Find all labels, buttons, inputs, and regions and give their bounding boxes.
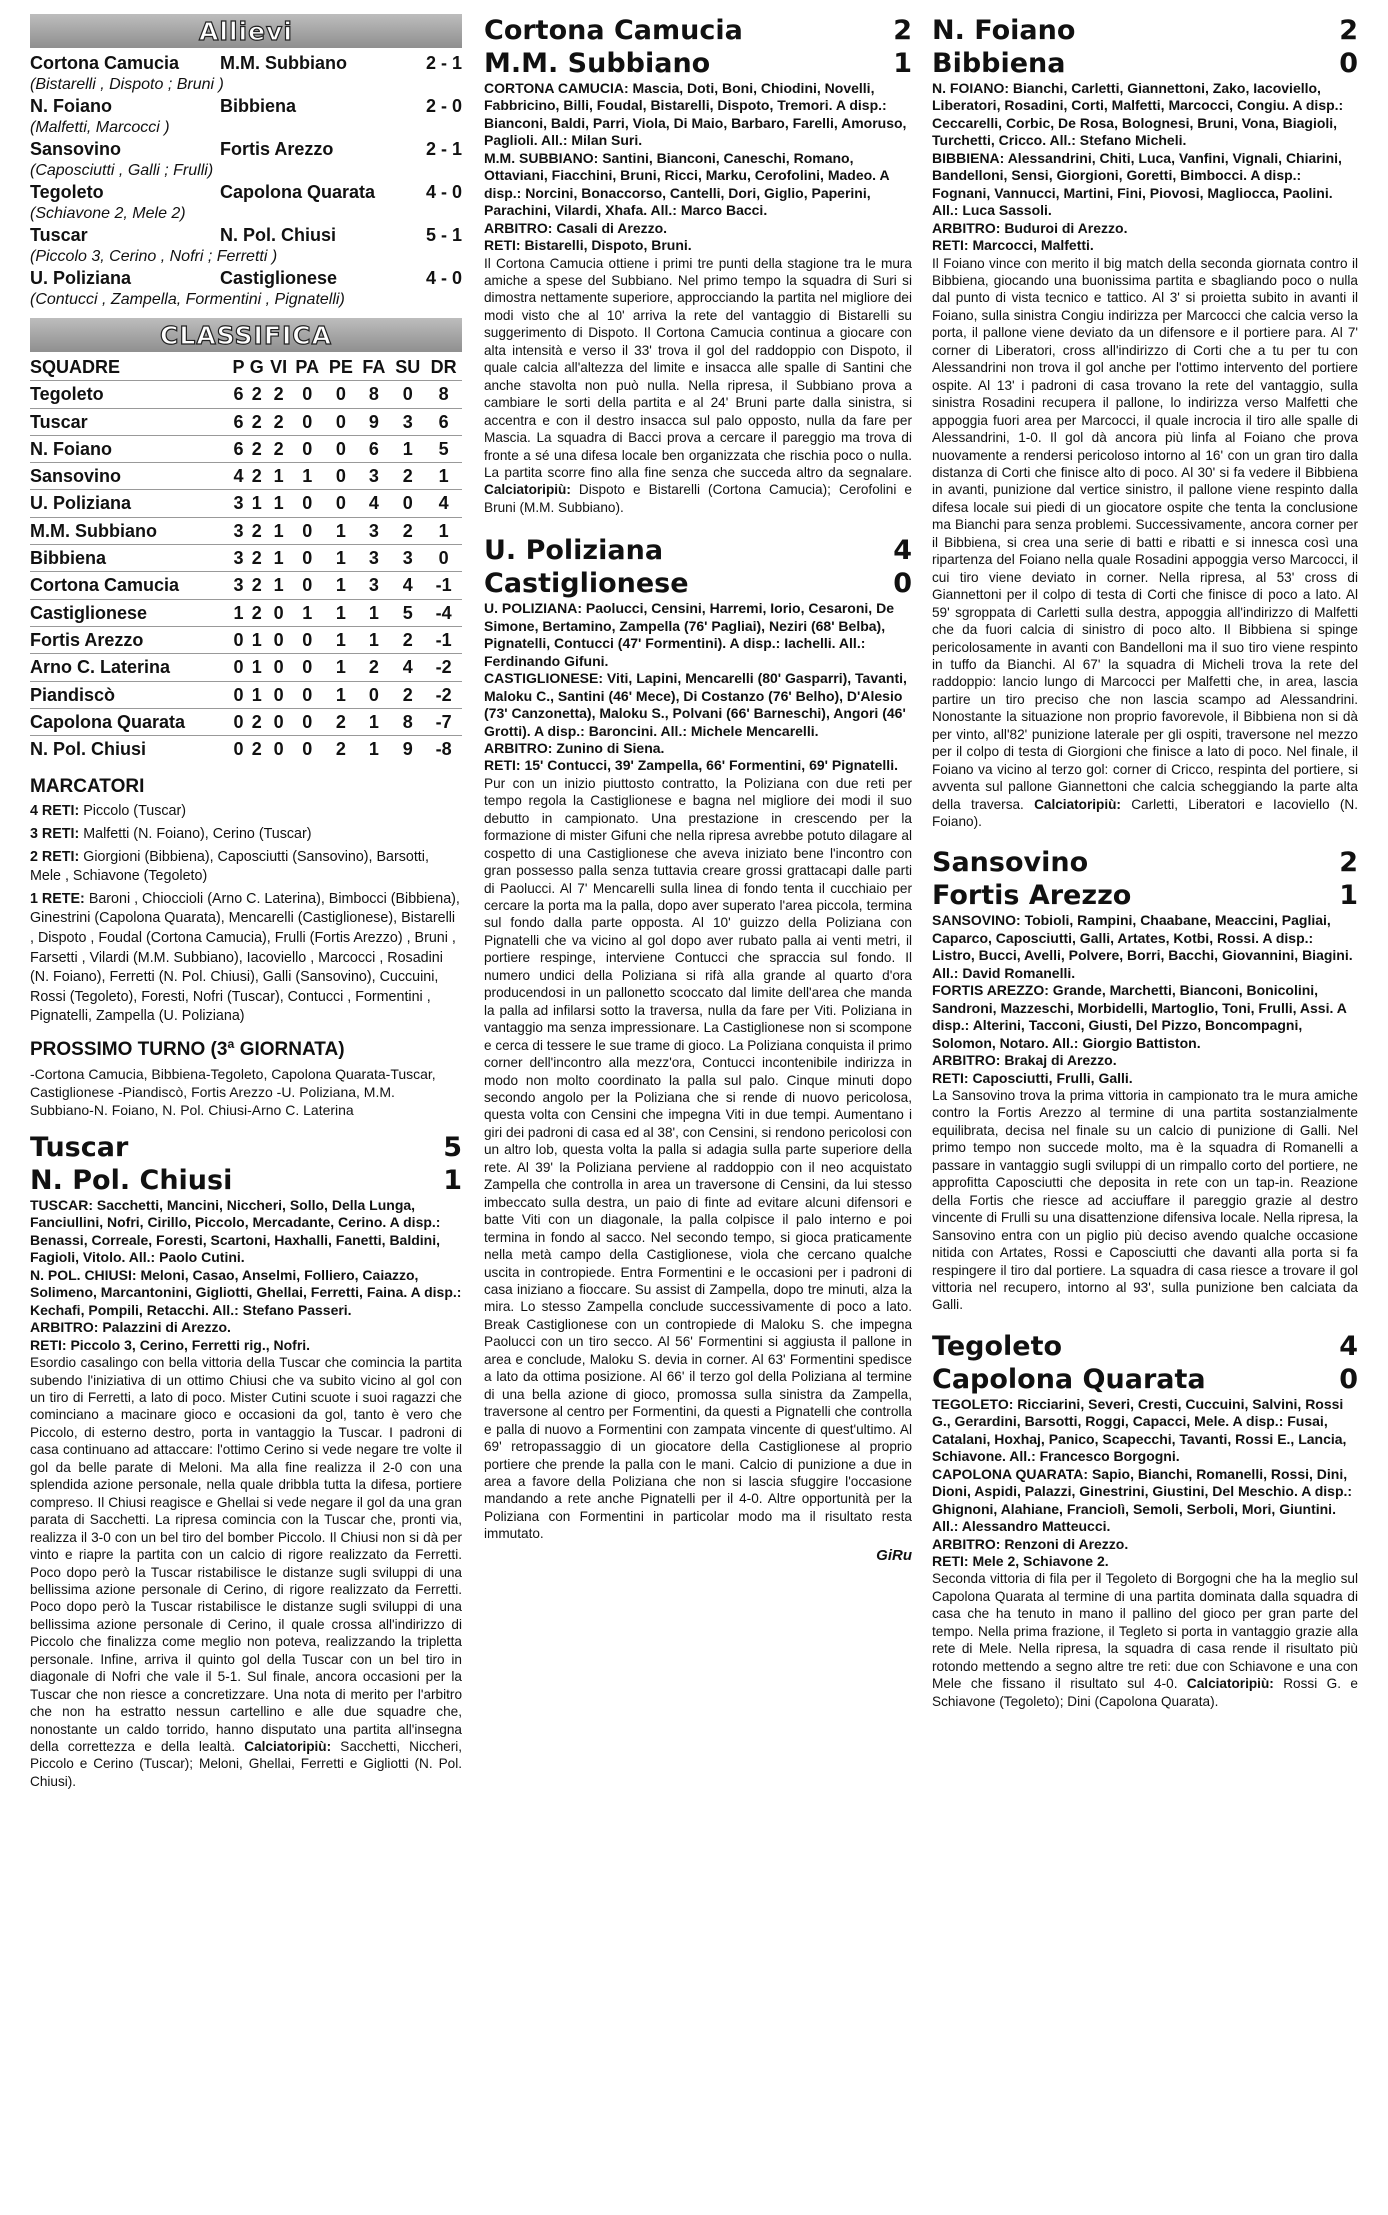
match-text <box>484 775 912 1543</box>
home-team: N. Foiano <box>932 15 1076 46</box>
standings-cell: 1 <box>368 739 379 760</box>
standings-cell: 5 <box>438 438 449 459</box>
standings-cell: -1 <box>435 575 452 596</box>
standings-cell: 1 <box>251 493 262 514</box>
team-name: Tegoleto <box>30 384 104 405</box>
standings-cell: 0 <box>335 411 346 432</box>
column-left <box>30 0 462 1790</box>
result-scorers: (Contucci , Zampella, Formentini , Pignatelli) <box>30 291 345 308</box>
standings-cell: -1 <box>435 629 452 650</box>
home-team: Cortona Camucia <box>484 15 743 46</box>
match-away-line <box>932 879 1358 912</box>
standings-header-cell: PE <box>328 357 353 377</box>
lineup: TEGOLETO: Ricciarini, Severi, Cresti, Cuccuini, Salvini, Rossi G., Gerardini, Barsotti, Roggi, Capacci, Mele. A disp.: Fusai, Catalani, Hoxhaj, Panico, Scapecchi, Tavanti, Rossi E., Lancia, Schiavone. All.: Francesco Borgogni. <box>932 1395 1347 1465</box>
standings-row <box>30 545 462 572</box>
standings-cell: 0 <box>302 411 313 432</box>
result-away: Bibbiena <box>220 96 297 116</box>
standings-cell: 1 <box>335 575 346 596</box>
standings-cell: 2 <box>273 384 284 405</box>
standings-cell: 0 <box>233 629 244 650</box>
standings-cell: 0 <box>302 684 313 705</box>
match-away-line <box>484 47 912 80</box>
home-team: Tuscar <box>30 1131 129 1163</box>
standings-cell: 1 <box>335 657 346 678</box>
marcatori-list <box>30 802 462 1027</box>
standings-cell: 2 <box>251 602 262 623</box>
marcatori-text: Piccolo (Tuscar) <box>83 803 186 820</box>
standings-cell: -2 <box>435 684 452 705</box>
standings-cell: 0 <box>233 684 244 705</box>
standings-cell: 0 <box>302 711 313 732</box>
standings-cell: 2 <box>273 411 284 432</box>
standings-cell: 2 <box>251 711 262 732</box>
standings-cell: 0 <box>402 384 413 405</box>
standings-cell: 1 <box>335 629 346 650</box>
standings-cell: 9 <box>368 411 379 432</box>
marcatori-item <box>30 825 462 845</box>
match-home-line <box>932 846 1358 879</box>
away-team: Capolona Quarata <box>932 1363 1206 1395</box>
match-report <box>932 14 1358 830</box>
standings-cell: 6 <box>368 438 379 459</box>
results-banner <box>30 14 462 48</box>
lineup: BIBBIENA: Alessandrini, Chiti, Luca, Vanfini, Vignali, Chiarini, Bandelloni, Sensi, Giorgioni, Goretti, Bimbocci. A disp.: Fognani, Vannucci, Martini, Fini, Piovosi, Magliocca, Paolini. All.: Luca Sassoli. <box>932 149 1342 219</box>
standings-cell: 0 <box>302 575 313 596</box>
standings-cell: 2 <box>368 657 379 678</box>
standings-cell: 3 <box>402 411 413 432</box>
classifica-title: CLASSIFICA <box>160 320 332 350</box>
standings-row <box>30 463 462 490</box>
standings-cell: 0 <box>302 739 313 760</box>
home-score: 2 <box>1339 847 1358 879</box>
standings-header-cell: DR <box>430 357 457 377</box>
marcatori-item <box>30 890 462 1027</box>
result-scorers-row <box>30 75 462 95</box>
marcatori-text: Baroni , Chioccioli (Arno C. Laterina), Bimbocci (Bibbiena), Ginestrini (Capolona Quarata), Mencarelli (Castiglionese), Bistarelli , Dispoto , Foudal (Cortona Camucia), Frulli (Fortis Arezzo) , Bruni , Farsetti , Vilardi (M.M. Subbiano), Iacoviello , Marcocci , Rosadini (N. Foiano), Ferretti (N. Pol. Chiusi), Galli (Sansovino), Cuccuini, Rossi (Tegoleto), Foresti, Nofri (Tuscar), Contucci , Formentini , Pignatelli, Zampella (U. Poliziana) <box>30 890 460 1025</box>
result-home: Sansovino <box>30 139 122 159</box>
standings-cell: 6 <box>438 411 449 432</box>
standings-header-cell: VI <box>270 357 288 377</box>
result-row <box>30 138 462 161</box>
match-report <box>30 1131 462 1790</box>
results-table <box>30 52 462 310</box>
standings-cell: -8 <box>435 739 452 760</box>
result-scorers-row <box>30 118 462 138</box>
team-name: Bibbiena <box>30 548 107 569</box>
match-text <box>932 1087 1358 1314</box>
standings-cell: -7 <box>435 711 452 732</box>
home-team: Tegoleto <box>932 1330 1063 1362</box>
standings-cell: 8 <box>402 711 413 732</box>
match-text-body: Il Cortona Camucia ottiene i primi tre punti della stagione tra le mura amiche a spese del Subbiano. Nel primo tempo la squadra di Suri si dimostra nettamente superiore, approcciando la partita nel migliore dei modi visto che al 10' arriva la rete del vantaggio di Bistarelli su suggerimento di Dispoto. Il Cortona Camucia continua a giocare con alta intensità e verso il 33' trova il gol del raddoppio con Dispoto, il quale calcia all'altezza del limite e insacca alle spalle di Santini che anche stavolta non può nulla. Nella ripresa, il Subbiano prova a cambiare le sorti della partita e al 24' Bruni parte dalla sinistra, si accentra e con il destro insacca sul palo opposto, nulla da fare per Mascia. La squadra di Bacci prova a cercare il pareggio ma trova di fronte a sé una difesa locale ben organizzata che rischia poco o nulla. La partita scorre fino alla fine senza che succeda altro da segnalare. <box>484 255 912 480</box>
standings-cell: 3 <box>233 575 244 596</box>
result-home: Tegoleto <box>30 182 104 202</box>
standings-table <box>30 354 462 762</box>
standings-cell: 0 <box>273 657 284 678</box>
standings-cell: 1 <box>335 520 346 541</box>
lineup: CASTIGLIONESE: Viti, Lapini, Mencarelli (80' Gasparri), Tavanti, Maloku C., Santini (46' Mece), Di Costanzo (76' Belho), D'Alesio (73' Canzonetta), Maloku S., Polvani (66' Barneschi), Angori (46' Grotti). A disp.: Baroncini. All.: Michele Mencarelli. <box>484 670 907 739</box>
lineup: CORTONA CAMUCIA: Mascia, Doti, Boni, Chiodini, Novelli, Fabbricino, Billi, Foudal, Bistarelli, Dispoto, Tremori. A disp.: Bianconi, Baldi, Parri, Viola, Di Maio, Barbaro, Farelli, Amoruso, Paglioli. All.: Milan Suri. <box>484 80 907 149</box>
standings-cell: 1 <box>335 684 346 705</box>
standings-cell: 1 <box>273 466 284 487</box>
match-home-line <box>932 14 1358 47</box>
team-name: N. Pol. Chiusi <box>30 739 147 760</box>
standings-cell: 1 <box>368 711 379 732</box>
standings-header-cell: FA <box>362 357 386 377</box>
standings-cell: 1 <box>368 602 379 623</box>
standings-cell: 3 <box>368 575 379 596</box>
lineup: RETI: Caposciutti, Frulli, Galli. <box>932 1069 1133 1086</box>
standings-cell: 1 <box>273 548 284 569</box>
result-away: Capolona Quarata <box>220 182 376 202</box>
match-away-line <box>484 567 912 600</box>
result-score: 5 - 1 <box>425 225 462 245</box>
standings-cell: 2 <box>402 520 413 541</box>
team-name: Castiglionese <box>30 602 148 623</box>
standings-cell: 2 <box>402 629 413 650</box>
away-score: 1 <box>1339 880 1358 912</box>
standings-cell: 1 <box>273 575 284 596</box>
lineup: RETI: 15' Contucci, 39' Zampella, 66' Formentini, 69' Pignatelli. <box>484 757 898 774</box>
standings-cell: 2 <box>251 411 262 432</box>
lineup: N. FOIANO: Bianchi, Carletti, Giannettoni, Zako, Iacoviello, Liberatori, Rosadini, Corti, Malfetti, Marcocci, Congiu. A disp.: Ceccarelli, Corbic, De Rosa, Bolognesi, Bruni, Vona, Biagioli, Turchetti, Cricco. All.: Stefano Micheli. <box>932 80 1344 149</box>
result-scorers-row <box>30 204 462 224</box>
standings-cell: 0 <box>302 493 313 514</box>
standings-cell: 1 <box>251 629 262 650</box>
standings-cell: 2 <box>251 575 262 596</box>
lineup: ARBITRO: Zunino di Siena. <box>484 739 665 756</box>
standings-cell: 2 <box>251 739 262 760</box>
standings-row <box>30 408 462 435</box>
away-score: 1 <box>443 1164 462 1196</box>
result-scorers: (Schiavone 2, Mele 2) <box>30 205 186 222</box>
team-name: Cortona Camucia <box>30 575 180 596</box>
calciatoripiu-label: Calciatoripiù: <box>1186 1676 1274 1692</box>
match-report <box>932 846 1358 1313</box>
standings-row <box>30 736 462 763</box>
results-title: Allievi <box>199 16 293 46</box>
away-score: 0 <box>1339 1363 1358 1395</box>
standings-cell: 1 <box>273 493 284 514</box>
prossimo-text: -Cortona Camucia, Bibbiena-Tegoleto, Capolona Quarata-Tuscar, Castiglionese -Piandiscò, Fortis Arezzo -U. Poliziana, M.M. Subbiano-N. Foiano, N. Pol. Chiusi-Arno C. Laterina <box>30 1065 436 1118</box>
team-name: Capolona Quarata <box>30 711 186 732</box>
match-text <box>484 255 912 517</box>
standings-cell: 0 <box>335 466 346 487</box>
home-score: 4 <box>893 535 912 567</box>
match-home-line <box>484 14 912 47</box>
standings-cell: 3 <box>368 520 379 541</box>
home-team: U. Poliziana <box>484 535 664 567</box>
standings-cell: 0 <box>335 438 346 459</box>
match-text <box>932 1570 1358 1710</box>
result-away: M.M. Subbiano <box>220 53 347 73</box>
standings-row <box>30 708 462 735</box>
standings-cell: 2 <box>402 684 413 705</box>
match-text-body: La Sansovino trova la prima vittoria in campionato tra le mura amiche contro la Fortis Arezzo al termine di una partita sostanzialmente equilibrata, decisa nel finale su un calcio di punizione di Galli. Nel primo tempo non succede molto, ma è la squadra di Romanelli a passare in vantaggio sugli sviluppi di un rimpallo corto del portiere, ne approfitta Caposciutti che deposita in rete con un tap-in. Reazione della Fortis che riesce ad acciuffare il pareggio grazie al destro vincente di Frulli su una disattenzione difensiva locale. Nella ripresa, la Sansovino entra con un piglio più deciso avendo qualche occasione nitida con Artates, Rossi e Caposciutti che davanti alla porta si fa respingere il tiro dal portiere. La squadra di casa riesce a trovare il gol vittoria nel recupero, intorno al 93', sulla punizione ben calciata da Galli. <box>932 1088 1358 1313</box>
standings-cell: 4 <box>402 657 413 678</box>
lineup: ARBITRO: Casali di Arezzo. <box>484 219 668 236</box>
standings-cell: 3 <box>368 466 379 487</box>
result-scorers-row <box>30 161 462 181</box>
standings-cell: 1 <box>438 466 449 487</box>
marcatori-text: Giorgioni (Bibbiena), Caposciutti (Sansovino), Barsotti, Mele , Schiavone (Tegoleto) <box>30 848 429 885</box>
result-scorers: (Bistarelli , Dispoto ; Bruni ) <box>30 76 224 93</box>
marcatori-label: 4 RETI: <box>30 803 80 820</box>
result-scorers: (Malfetti, Marcocci ) <box>30 119 170 136</box>
calciatoripiu-text: Dispoto e Bistarelli (Cortona Camucia); Cerofolini e Bruni (M.M. Subbiano). <box>484 482 912 515</box>
lineup: SANSOVINO: Tobioli, Rampini, Chaabane, Meaccini, Pagliai, Caparco, Caposciutti, Galli, Artates, Kotbi, Rossi. A disp.: Listro, Bucci, Avelli, Polvere, Borri, Bacchi, Giovannini, Biagini. All.: David Romanelli. <box>932 912 1353 981</box>
standings-cell: 3 <box>402 548 413 569</box>
marcatori-title: MARCATORI <box>30 776 145 798</box>
calciatoripiu-text: Sacchetti, Niccheri, Piccolo e Cerino (Tuscar); Meloni, Ghellai, Ferretti e Gigliotti (N. Pol. Chiusi). <box>30 1739 463 1789</box>
standings-cell: 0 <box>273 629 284 650</box>
lineup: U. POLIZIANA: Paolucci, Censini, Harremi, Iorio, Cesaroni, De Simone, Bertamino, Zampella (76' Pagliai), Neziri (68' Belba), Pignatelli, Contucci (47' Formentini). A disp.: Iachelli. All.: Ferdinando Gifuni. <box>484 600 894 669</box>
match-away-line <box>932 1363 1358 1396</box>
result-away: Castiglionese <box>220 268 338 288</box>
standings-cell: 0 <box>233 739 244 760</box>
result-row <box>30 267 462 290</box>
lineup: ARBITRO: Renzoni di Arezzo. <box>932 1535 1129 1552</box>
standings-header-cell: P <box>232 357 245 377</box>
standings-cell: 3 <box>233 493 244 514</box>
standings-cell: 1 <box>233 602 244 623</box>
match-text-body: Seconda vittoria di fila per il Tegoleto di Borgogni che ha la meglio sul Capolona Quarata al termine di una partita dominata dalla squadra di casa che ha tenuto in mano il pallino del gioco per gran parte del tempo. Nella prima frazione, il Tegleto si porta in vantaggio grazie alla rete di Mele. Nella ripresa, la squadra di casa rende il risultato più rotondo mettendo a segno altre tre reti: due con Schiavone e una con Mele che fissano il risultato sul 4-0. <box>932 1571 1358 1692</box>
away-score: 0 <box>1339 48 1358 79</box>
standings-cell: 1 <box>273 520 284 541</box>
standings-cell: 0 <box>233 657 244 678</box>
marcatori-label: 1 RETE: <box>30 890 85 907</box>
standings-header-cell: PA <box>295 357 320 377</box>
standings-cell: 0 <box>273 602 284 623</box>
team-name: U. Poliziana <box>30 493 132 514</box>
signature: GiRu <box>876 1546 912 1564</box>
standings-row <box>30 681 462 708</box>
home-score: 5 <box>443 1131 462 1163</box>
result-scorers: (Caposciutti , Galli ; Frulli) <box>30 162 214 179</box>
standings-cell: 0 <box>368 684 379 705</box>
standings-row <box>30 654 462 681</box>
lineup: ARBITRO: Buduroi di Arezzo. <box>932 219 1128 236</box>
standings-cell: 0 <box>233 711 244 732</box>
standings-cell: 9 <box>402 739 413 760</box>
lineup: RETI: Marcocci, Malfetti. <box>932 237 1094 254</box>
standings-cell: 1 <box>251 657 262 678</box>
standings-row <box>30 435 462 462</box>
standings-cell: 3 <box>368 548 379 569</box>
standings-cell: 5 <box>402 602 413 623</box>
lineup: ARBITRO: Brakaj di Arezzo. <box>932 1052 1117 1069</box>
standings-row <box>30 626 462 653</box>
team-name: Arno C. Laterina <box>30 657 171 678</box>
standings-cell: 0 <box>273 711 284 732</box>
home-team: Sansovino <box>932 847 1089 879</box>
match-away-line <box>932 47 1358 80</box>
standings-cell: 1 <box>302 602 313 623</box>
standings-cell: 0 <box>273 684 284 705</box>
standings-cell: 2 <box>251 466 262 487</box>
standings-cell: 2 <box>402 466 413 487</box>
match-report <box>484 534 912 1542</box>
result-row <box>30 52 462 75</box>
standings-header-cell: G <box>249 357 264 377</box>
calciatoripiu-label: Calciatoripiù: <box>484 482 571 498</box>
standings-cell: 2 <box>251 520 262 541</box>
standings-cell: 0 <box>438 548 449 569</box>
match-away-line <box>30 1164 462 1197</box>
away-team: Fortis Arezzo <box>932 880 1132 912</box>
column-middle <box>484 0 912 1564</box>
standings-cell: 1 <box>302 466 313 487</box>
match-text-body: Esordio casalingo con bella vittoria della Tuscar che comincia la partita subendo l'iniziativa di un ottimo Chiusi che va subito vicino al gol con un tiro di Ferretti, a lato di poco. Mister Cutini scuote i suoi ragazzi che cominciano a macinare gioco e occasioni da gol, tanto è vero che Piccolo, di esterno destro, porta in vantaggio la Tuscar. I padroni di casa continuano ad attaccare: l'ottimo Cerino si vede negare tre volte il gol da belle parate di Meloni. Ma alla fine realizza il 2-0 con una splendida azione personale, nella quale dribbla tutta la difesa, portiere compreso. Il Chiusi reagisce e Ghellai si vede negare il gol da una gran parata di Sacchetti. La ripresa comincia con la Tuscar che, pronti via, realizza il 3-0 con un bel tiro del bomber Piccolo. Il Chiusi non si dà per vinto e riapre la partita con un calcio di rigore realizzato da Ferretti. Poco dopo però la Tuscar ristabilisce le distanze sugli sviluppi di una bellissima azione personale di Cerino, di rigore realizzato da Ferretti. Poco dopo però la Tuscar ristabilisce le distanze sugli sviluppi di una bellissima azione personale di Cerino, il quale crossa all'indirizzo di Piccolo che finalizza come meglio non poteva, realizzando la tripletta personale. Infine, arriva il quinto gol della Tuscar con un bel tiro in diagonale di Nofri che vale il 5-1. Sul finale, ancora occasioni per la Tuscar che non riesce a concretizzare. Una nota di merito per l'arbitro che non ha estratto nessun cartellino e alle due squadre che, nonostante un caldo torrido, hanno disputato una partita all'insegna della correttezza e della lealtà. <box>30 1355 462 1755</box>
standings-cell: 3 <box>233 520 244 541</box>
result-score: 4 - 0 <box>425 182 462 202</box>
away-score: 1 <box>893 48 912 79</box>
standings-cell: 0 <box>302 629 313 650</box>
standings-cell: 1 <box>368 629 379 650</box>
lineup: RETI: Bistarelli, Dispoto, Bruni. <box>484 237 692 254</box>
result-score: 2 - 1 <box>425 53 462 73</box>
result-home: Tuscar <box>30 225 88 245</box>
result-row <box>30 95 462 118</box>
standings-cell: -4 <box>435 602 452 623</box>
standings-cell: 1 <box>402 438 413 459</box>
team-name: Tuscar <box>30 411 88 432</box>
standings-cell: 0 <box>302 384 313 405</box>
standings-cell: 2 <box>335 711 346 732</box>
standings-cell: 1 <box>335 602 346 623</box>
standings-header-cell: SQUADRE <box>30 357 121 377</box>
standings-cell: 2 <box>251 548 262 569</box>
standings-cell: 4 <box>233 466 244 487</box>
classifica-banner <box>30 318 462 352</box>
team-name: Sansovino <box>30 466 122 487</box>
result-scorers-row <box>30 290 462 310</box>
home-score: 4 <box>1339 1330 1358 1362</box>
calciatoripiu-text: Carletti, Liberatori e Iacoviello (N. Foiano). <box>932 796 1359 830</box>
result-home: N. Foiano <box>30 96 112 116</box>
standings-cell: 6 <box>233 384 244 405</box>
prossimo-title: PROSSIMO TURNO (3ª GIORNATA) <box>30 1038 345 1060</box>
match-home-line <box>932 1330 1358 1363</box>
standings-cell: -2 <box>435 657 452 678</box>
lineup: N. POL. CHIUSI: Meloni, Casao, Anselmi, Folliero, Caiazzo, Solimeno, Marcantonini, Gigliotti, Ghellai, Ferretti, Faina. A disp.: Kechafi, Pompili, Retacchi. All.: Stefano Passeri. <box>30 1266 462 1318</box>
standings-cell: 0 <box>273 739 284 760</box>
marcatori-text: Malfetti (N. Foiano), Cerino (Tuscar) <box>83 826 312 843</box>
standings-cell: 1 <box>251 684 262 705</box>
standings-cell: 0 <box>302 548 313 569</box>
standings-cell: 2 <box>335 739 346 760</box>
standings-cell: 6 <box>233 438 244 459</box>
standings-row <box>30 572 462 599</box>
match-text-body: Pur con un inizio piuttosto contratto, la Poliziana con due reti per tempo regola la Castiglionese e bagna nel migliore dei modi il suo debutto in campionato. Una prestazione in crescendo per la formazione di mister Gifuni che nella ripresa avrebbe potuto dilagare al cospetto di una Castiglionese che aveva iniziato bene l'incontro con gran possesso palla senza tuttavia creare grossi grattacapi dalle parti di Paolucci. Al 7' Mencarelli sulla linea di fondo tenta il cucchiaio per cercare la porta ma la palla, dopo aver superato l'area piccola, termina sul fondo dalla parte opposta. Al 10' guizzo della Poliziana con Pignatelli che va vicino al gol dopo aver rubato palla ai venti metri, il portiere respinge, interviene Contucci che spraccia sul fondo. Il numero undici della Poliziana si rifà alla grande al quarto d'ora producendosi in un pallonetto scoccato dal limite dell'area che manda la palla ad infilarsi sotto la traversa, nulla da fare per Viti. Poliziana in vantaggio ma senza impressionare. La Castiglionese non si scompone e cerca di tessere le sue trame di gioco. La Poliziana conquista il primo corner dell'incontro alla mezz'ora, Contucci incontenibile indirizza in modo non molto coordinato la palla sul palo. Cinque minuti dopo secondo angolo per la Poliziana che si rende di nuovo pericolosa, questa volta con Censini che impegna Viti in due tempi. Aumentano i giri dei padroni di casa ed al 38', con Censini, si rendono pericolosi con un altro lob, questa volta la palla si adagia sulla parte superiore della rete. Al 39' la Poliziana perviene al raddoppio con il neo acquistato Zampella che controlla in area un traversone di Censini, da lui stesso imbeccato sulla destra, un paio di finte ad evitare alcuni difensori e batte Viti con un diagonale, la palla colpisce il palo interno e poi termina in fondo al sacco. Nel secondo tempo, si gioca praticamente nella metà campo della Castiglionese, viola che cercano qualche uscita in contropiede. Entra Formentini e le occasioni per i padroni di casa iniziano a fioccare. Su assist di Zampella, dopo tre minuti, alza la mira. Lo stesso Zampella conclude successivamente di poco a lato. Break Castiglionese con un contropiede di Maloku S. che impegna Paolucci con un tiro secco. Al 56' Formentini si aggiusta il pallone in area e conclude, Maloku S. devia in corner. Al 63' Formentini spedisce a lato da ottima posizione. Al 66' il terzo gol della Poliziana al termine di una bella azione di gioco, promossa sulla sinistra da Zampella, traversone al centro per Formentini, da questi a Pignatelli che controlla e palla di nuovo a Formentini con zampata vincente di quest'ultimo. Al 69' retropassaggio di un giocatore della Castiglionese al proprio portiere che prende la palla con le mani. Calcio di punizione a due in area a favore della Poliziana che non si lascia sfuggire l'occasione mandando a rete anche Pignatelli per il 4-0. Altre opportunità per la Poliziana con Formentini in particolar modo ma il risultato resta immutato. <box>484 775 912 1542</box>
away-score: 0 <box>893 568 912 600</box>
standings-cell: 3 <box>233 548 244 569</box>
standings-row <box>30 381 462 408</box>
standings-cell: 0 <box>402 493 413 514</box>
marcatori-item <box>30 848 462 887</box>
standings-cell: 6 <box>233 411 244 432</box>
away-team: N. Pol. Chiusi <box>30 1164 233 1196</box>
standings-cell: 4 <box>368 493 379 514</box>
result-row <box>30 181 462 204</box>
standings-cell: 8 <box>368 384 379 405</box>
result-scorers: (Piccolo 3, Cerino , Nofri ; Ferretti ) <box>30 248 278 265</box>
away-team: Castiglionese <box>484 568 689 600</box>
match-report <box>484 14 912 516</box>
lineup: RETI: Piccolo 3, Cerino, Ferretti rig., Nofri. <box>30 1336 311 1353</box>
standings-row <box>30 517 462 544</box>
team-name: Piandiscò <box>30 684 116 705</box>
standings-cell: 2 <box>251 438 262 459</box>
standings-cell: 0 <box>335 384 346 405</box>
result-away: Fortis Arezzo <box>220 139 334 159</box>
home-score: 2 <box>893 15 912 46</box>
standings-header-cell: SU <box>395 357 421 377</box>
team-name: Fortis Arezzo <box>30 629 144 650</box>
calciatoripiu-text: Rossi G. e Schiavone (Tegoleto); Dini (Capolona Quarata). <box>932 1676 1358 1709</box>
match-text <box>932 255 1358 831</box>
standings-cell: 0 <box>302 657 313 678</box>
match-report <box>932 1330 1358 1710</box>
match-text <box>30 1354 462 1790</box>
result-away: N. Pol. Chiusi <box>220 225 337 245</box>
result-score: 4 - 0 <box>425 268 462 288</box>
match-text-body: Il Foiano vince con merito il big match della seconda giornata contro il Bibbiena, giocando una buonissima partita e sbagliando poco o nulla dal punto di vista tecnico e tattico. Al 3' si proietta subito in avanti il Foiano, sulla sinistra Congiu indirizza per Marcocci che calcia verso la porta, il pallone viene deviato da un difensore e il portiere para. Al 7' corner di Liberatori, cross all'indirizzo di Corti che a tu per tu con Alessandrini non trova il gol anche per l'ottimo intervento del portiere ospite. Al 13' i padroni di casa trovano la rete del vantaggio, sulla sinistra Rosadini recupera il pallone, lo indirizza verso Malfetti che appoggia fuori area per Marcocci, il quale incrocia il tiro alle spalle di Alessandrini, 1-0. Il gol dà ancora più linfa al Foiano che prova nuovamente a rendersi pericoloso intorno al 16' con un gran tiro dalla distanza di Corti che finisce alto di poco. Al 30' si fa vedere il Bibbiena in avanti, punizione dal vertice sinistro, il pallone viene respinto dalla difesa locale sui piedi di un giocatore ospite che tenta la conclusione ma Bianchi para senza problemi. Successivamente, ancora corner per il Bibbiena, si crea una serie di batti e ribatti e si innesca così una ripartenza del Foiano nella quale Rosadini appoggia verso Marcocci, il cui tiro viene deviato in corner. Nella ripresa, al 53' cross di Giannettoni per il colpo di testa di Corti che finisce di poco a lato. Al 59' sgroppata di Carletti sulla destra, appoggia all'indirizzo di Malfetti che da fuori calcia di sinistro di poco alto. Il Bibbiena si spinge pericolosamente in avanti con Bandelloni ma il suo tiro viene respinto in tuffo da Bianchi. Al 67' la squadra di Micheli trova la rete del raddoppio: lancio lungo di Marcocci per Malfetti che, in area, lascia partire un tiro preciso che non lascia scampo ad Alessandrini. Nonostante la situazione non proprio favorevole, il Bibbiena non si dà per vinto, all'82' punizione laterale per gli ospiti, traversone nel mezzo per il colpo di testa di Giorgioni che finisce a lato di poco. Nel finale, il Foiano va vicino al terzo gol: corner di Cricco, respinta del portiere, si avventa sul pallone Giannettoni che calcia scheggiando la parte alta della traversa. <box>932 255 1358 812</box>
standings-cell: 0 <box>302 438 313 459</box>
result-home: U. Poliziana <box>30 268 132 288</box>
standings-row <box>30 490 462 517</box>
marcatori-label: 2 RETI: <box>30 848 80 865</box>
lineup: TUSCAR: Sacchetti, Mancini, Niccheri, Sollo, Della Lunga, Fanciullini, Nofri, Cirillo, Piccolo, Mercadante, Cerino. A disp.: Benassi, Correale, Foresti, Scartoni, Haxhalli, Fanetti, Baldini, Fagioli, Vitolo. All.: Paolo Cutini. <box>30 1196 441 1266</box>
team-name: N. Foiano <box>30 438 112 459</box>
standings-row <box>30 599 462 626</box>
result-scorers-row <box>30 247 462 267</box>
standings-cell: 2 <box>273 438 284 459</box>
standings-cell: 2 <box>251 384 262 405</box>
standings-cell: 8 <box>438 384 449 405</box>
calciatoripiu-label: Calciatoripiù: <box>244 1739 332 1755</box>
column-right <box>932 0 1358 1710</box>
lineup: ARBITRO: Palazzini di Arezzo. <box>30 1319 231 1336</box>
result-row <box>30 224 462 247</box>
marcatori-item <box>30 802 462 822</box>
standings-cell: 0 <box>302 520 313 541</box>
away-team: M.M. Subbiano <box>484 48 711 79</box>
result-home: Cortona Camucia <box>30 53 180 73</box>
lineup: M.M. SUBBIANO: Santini, Bianconi, Caneschi, Romano, Ottaviani, Fiacchini, Bruni, Ricci, Marku, Cerofolini, Madeo. A disp.: Norcini, Bonaccorso, Cantelli, Dori, Giglio, Paperini, Parachini, Vilardi, Xhafa. All.: Marco Bacci. <box>484 149 890 219</box>
calciatoripiu-label: Calciatoripiù: <box>1034 796 1121 812</box>
team-name: M.M. Subbiano <box>30 520 157 541</box>
lineup: RETI: Mele 2, Schiavone 2. <box>932 1552 1109 1569</box>
result-score: 2 - 0 <box>425 96 462 116</box>
lineup: FORTIS AREZZO: Grande, Marchetti, Bianconi, Bonicolini, Sandroni, Mazzeschi, Morbidelli, Martoglio, Toni, Frulli, Assi. A disp.: Alterini, Tacconi, Giusti, Del Pizzo, Boncompagni, Solomon, Notaro. All.: Giorgio Battiston. <box>932 982 1347 1051</box>
standings-cell: 4 <box>438 493 449 514</box>
match-home-line <box>484 534 912 567</box>
away-team: Bibbiena <box>932 48 1066 79</box>
standings-cell: 4 <box>402 575 413 596</box>
result-score: 2 - 1 <box>425 139 462 159</box>
standings-cell: 0 <box>335 493 346 514</box>
match-home-line <box>30 1131 462 1164</box>
standings-cell: 1 <box>438 520 449 541</box>
standings-cell: 1 <box>335 548 346 569</box>
marcatori-label: 3 RETI: <box>30 826 80 843</box>
home-score: 2 <box>1339 15 1358 46</box>
lineup: CAPOLONA QUARATA: Sapio, Bianchi, Romanelli, Rossi, Dini, Dioni, Aspidi, Palazzi, Ginestrini, Giustini, Del Meschio. A disp.: Ghignoni, Alahiane, Franciolì, Semoli, Serboli, Mori, Giuntini. All.: Alessandro Matteucci. <box>932 1465 1353 1535</box>
